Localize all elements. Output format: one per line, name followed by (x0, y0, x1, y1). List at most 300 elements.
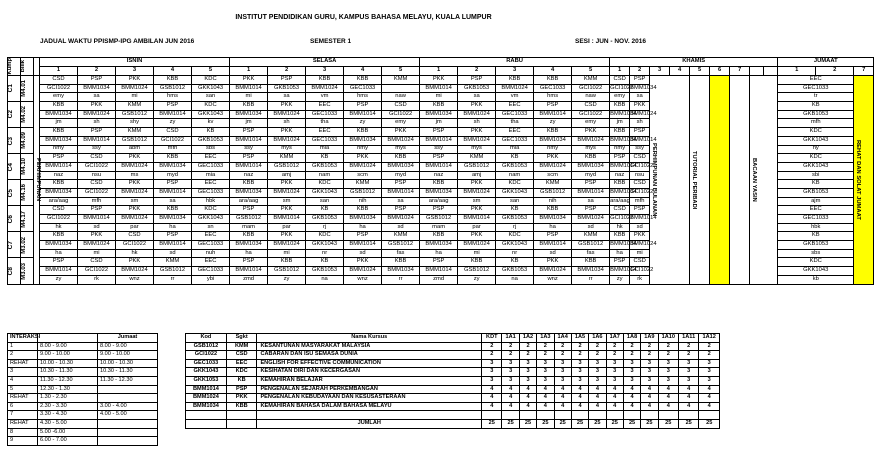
total-value: 25 (589, 419, 606, 428)
interaksi-cell: 8.00 - 9.00 (38, 342, 98, 351)
interaksi-cell: 5 (8, 385, 38, 394)
slot-cell: BMM1024 (268, 110, 306, 119)
course-sgkt: EEC (226, 359, 257, 368)
bilik-header-text: Bilik (20, 60, 26, 73)
tutorial-peribadi-text: TUTORIAL PERIBADI (690, 150, 697, 209)
bacaan-yasin-cell (750, 76, 778, 285)
slot-cell: mia (306, 145, 344, 154)
group-bilik (21, 102, 34, 128)
slot-cell: KBB (382, 258, 420, 267)
course-kdt: 4 (482, 402, 502, 411)
semester-label: SEMESTER 1 (310, 38, 352, 45)
slot-cell: PSP (154, 180, 192, 189)
slot-cell: sa (78, 93, 116, 102)
slot-cell: PSP (78, 206, 116, 215)
slot-cell: EEC (192, 258, 230, 267)
slot-cell: mam (230, 223, 268, 232)
perhimpunan-bulanan-cell (650, 76, 690, 285)
slot-cell: GKB1053 (458, 84, 496, 93)
slot-cell: GCI1022 (610, 215, 630, 224)
course-credit: 2 (699, 342, 720, 351)
interaksi-cell: 6.00 - 7.00 (38, 437, 98, 446)
slot-cell: GKK1043 (192, 110, 230, 119)
period-header: 1 (778, 67, 816, 76)
course-credit: 4 (658, 402, 678, 411)
course-credit: 4 (502, 402, 519, 411)
slot-cell: KBB (382, 154, 420, 163)
course-nama: KESANTUNAN MASYARAKAT MALAYSIA (257, 342, 482, 351)
course-credit: 4 (699, 394, 720, 403)
course-kod: GCI1022 (186, 351, 227, 360)
slot-cell: emy (610, 93, 630, 102)
blank-cell (554, 411, 571, 420)
course-credit: 4 (502, 385, 519, 394)
jumaat-slot: KB (778, 232, 854, 241)
slot-cell: PKK (116, 154, 154, 163)
slot-cell: jm (40, 119, 78, 128)
course-credit: 2 (537, 342, 554, 351)
slot-cell: mi (420, 93, 458, 102)
course-credit: 3 (699, 359, 720, 368)
group-kump (8, 128, 21, 154)
slot-cell: BMM1024 (116, 162, 154, 171)
slot-cell: emy (382, 119, 420, 128)
slot-cell: ybi (192, 275, 230, 284)
course-kod: BMM1034 (186, 402, 227, 411)
slot-cell: nuh (192, 249, 230, 258)
course-credit: 3 (502, 359, 519, 368)
slot-cell: ha (534, 223, 572, 232)
course-credit: 3 (678, 368, 698, 377)
tutorial-peribadi-cell (690, 76, 710, 285)
total-value: 25 (699, 419, 720, 428)
course-credit: 4 (554, 394, 571, 403)
course-credit: 4 (502, 394, 519, 403)
jumaat-slot: GKK1043 (778, 136, 854, 145)
course-credit: 2 (658, 351, 678, 360)
jumaat-slot: sbi (778, 171, 854, 180)
jumaat-slot: mfh (778, 119, 854, 128)
slot-cell: GSB1012 (154, 84, 192, 93)
slot-cell: BMM1034 (534, 136, 572, 145)
slot-cell: sm (268, 197, 306, 206)
group-bilik-text: M4.09 (21, 132, 27, 149)
slot-cell: sa (572, 197, 610, 206)
group-bilik-text: M4.02 (21, 106, 27, 123)
slot-cell: nmy (610, 145, 630, 154)
course-header: 1A8 (623, 334, 640, 343)
interaksi-cell: 12.30 - 1.30 (38, 385, 98, 394)
day-header-selasa: SELASA (230, 58, 420, 67)
slot-cell: PSP (630, 128, 650, 137)
slot-cell: PSP (420, 206, 458, 215)
slot-cell: BMM1014 (78, 136, 116, 145)
group-kump (8, 102, 21, 128)
slot-cell: mi (230, 93, 268, 102)
group-bilik-text: M3.03 (21, 262, 27, 280)
course-credit: 3 (537, 376, 554, 385)
slot-cell: BMM1024 (458, 110, 496, 119)
slot-cell: GCI1022 (40, 215, 78, 224)
slot-cell: ara/aag (420, 197, 458, 206)
slot-cell: BMM1014 (230, 136, 268, 145)
slot-cell: KB (496, 206, 534, 215)
slot-cell: sd (572, 223, 610, 232)
slot-cell: nih (344, 197, 382, 206)
timetable (7, 57, 874, 285)
slot-cell: KB (306, 258, 344, 267)
slot-cell: BMM1024 (344, 267, 382, 276)
slot-cell: GKK1043 (192, 84, 230, 93)
slot-cell: nsu (630, 171, 650, 180)
slot-cell: BMM1034 (572, 162, 610, 171)
slot-cell: BMM1024 (458, 136, 496, 145)
group-bilik (21, 232, 34, 258)
slot-cell: myd (154, 171, 192, 180)
slot-cell: BMM1024 (458, 188, 496, 197)
course-credit: 4 (519, 385, 536, 394)
slot-cell: rr (382, 275, 420, 284)
course-credit: 2 (519, 351, 536, 360)
blank-cell (571, 411, 588, 420)
course-kod: GKK1043 (186, 368, 227, 377)
slot-cell: BMM1034 (382, 162, 420, 171)
slot-cell: KBB (40, 232, 78, 241)
blank-cell (678, 411, 698, 420)
slot-cell: sd (382, 223, 420, 232)
slot-cell: KBB (610, 180, 630, 189)
group-kump-text: C7 (7, 240, 14, 250)
slot-cell: naz (230, 171, 268, 180)
interaksi-table (7, 333, 158, 446)
interaksi-cell: 4.00 - 5.00 (98, 411, 158, 420)
slot-cell: ha (344, 223, 382, 232)
slot-cell: BMM1014 (630, 136, 650, 145)
interaksi-cell (98, 385, 158, 394)
slot-cell: GKB1053 (496, 162, 534, 171)
jumaat-slot: EEC (778, 76, 854, 85)
period-header: 1 (420, 67, 458, 76)
total-blank (186, 419, 227, 428)
course-header: Nama Kursus (257, 334, 482, 343)
course-nama: CABARAN DAN ISU SEMASA DUNIA (257, 351, 482, 360)
slot-cell: PSP (344, 232, 382, 241)
slot-cell: BMM1034 (610, 241, 630, 250)
slot-cell: sbs (192, 145, 230, 154)
slot-cell: sm (116, 197, 154, 206)
slot-cell: PSP (382, 180, 420, 189)
course-credit: 3 (658, 376, 678, 385)
slot-cell: KMM (344, 180, 382, 189)
slot-cell: san (496, 197, 534, 206)
slot-cell: BMM1014 (40, 162, 78, 171)
slot-cell: zy (534, 119, 572, 128)
slot-cell: PSP (230, 206, 268, 215)
slot-cell: BMM1014 (382, 188, 420, 197)
jumaat-slot: tr (778, 93, 854, 102)
slot-cell: CSD (40, 206, 78, 215)
course-credit: 3 (699, 368, 720, 377)
slot-cell: GEC1033 (192, 241, 230, 250)
course-header: KDT (482, 334, 502, 343)
slot-cell: sa (268, 93, 306, 102)
interaksi-cell: 8.00 - 9.00 (98, 342, 158, 351)
slot-cell: PKK (534, 258, 572, 267)
slot-cell: nmy (344, 145, 382, 154)
slot-cell: BMM1014 (154, 241, 192, 250)
slot-cell: ha (230, 249, 268, 258)
slot-cell: CSD (572, 102, 610, 111)
interaksi-header: Jumaat (98, 334, 158, 343)
slot-cell: KMM (572, 232, 610, 241)
course-credit: 4 (589, 385, 606, 394)
slot-cell: nmy (534, 145, 572, 154)
slot-cell: par (116, 223, 154, 232)
slot-cell: EEC (306, 102, 344, 111)
course-credit: 4 (641, 385, 658, 394)
course-header: 1A2 (519, 334, 536, 343)
course-credit: 3 (571, 376, 588, 385)
slot-cell: BMM1014 (344, 110, 382, 119)
course-header: 1A10 (658, 334, 678, 343)
slot-cell: vm (496, 93, 534, 102)
slot-cell: CSD (40, 76, 78, 85)
slot-cell: BMM1024 (306, 84, 344, 93)
course-credit: 4 (699, 402, 720, 411)
slot-cell: PSP (572, 206, 610, 215)
slot-cell: KDC (192, 206, 230, 215)
course-credit: 4 (537, 385, 554, 394)
group-kump-text: C1 (7, 84, 14, 93)
slot-cell: EEC (306, 128, 344, 137)
slot-cell: PSP (78, 128, 116, 137)
blank-cell (502, 411, 519, 420)
slot-cell: PSP (40, 154, 78, 163)
slot-cell: BMM1034 (610, 136, 630, 145)
slot-cell: BMM1014 (154, 188, 192, 197)
course-credit: 3 (554, 376, 571, 385)
slot-cell: KMM (116, 102, 154, 111)
slot-cell: nmy (40, 145, 78, 154)
course-credit: 4 (537, 394, 554, 403)
jumaat-slot: GKB1053 (778, 241, 854, 250)
slot-cell: GCI1022 (40, 84, 78, 93)
slot-cell: GKK1043 (192, 215, 230, 224)
blank-cell (257, 411, 482, 420)
slot-cell: naz (420, 171, 458, 180)
course-credit: 2 (589, 351, 606, 360)
slot-cell: KBB (420, 232, 458, 241)
course-credit: 4 (571, 402, 588, 411)
slot-cell: na (496, 275, 534, 284)
slot-cell: san (192, 93, 230, 102)
slot-cell: PKK (458, 128, 496, 137)
jumaat-slot: kb (778, 275, 854, 284)
slot-cell: kv (192, 119, 230, 128)
slot-cell: GKB1053 (306, 215, 344, 224)
slot-cell: BMM1014 (40, 267, 78, 276)
slot-cell: sd (630, 223, 650, 232)
course-credit: 4 (519, 394, 536, 403)
slot-cell: hk (610, 223, 630, 232)
slot-cell: BMM1034 (420, 110, 458, 119)
slot-cell: mfh (154, 145, 192, 154)
day-header-rabu: RABU (420, 58, 610, 67)
slot-cell: BMM1034 (154, 215, 192, 224)
slot-cell: ha (420, 249, 458, 258)
period-header: 3 (116, 67, 154, 76)
slot-cell: BMM1034 (344, 215, 382, 224)
slot-cell: PSP (458, 76, 496, 85)
slot-cell: ara/aag (610, 197, 630, 206)
jumaat-slot: hbk (778, 223, 854, 232)
slot-cell: rj (306, 223, 344, 232)
slot-cell: GEC1033 (306, 136, 344, 145)
slot-cell: ssy (78, 145, 116, 154)
course-sgkt: KDC (226, 368, 257, 377)
slot-cell: BMM1014 (534, 110, 572, 119)
interaksi-cell: 10.30 - 11.30 (38, 368, 98, 377)
slot-cell: CSD (630, 258, 650, 267)
course-credit: 4 (554, 385, 571, 394)
slot-cell: hms (534, 93, 572, 102)
slot-cell: CSD (116, 232, 154, 241)
slot-cell: KMM (154, 258, 192, 267)
slot-cell: BMM1034 (230, 110, 268, 119)
slot-cell: GKB1053 (496, 215, 534, 224)
course-credit: 3 (623, 359, 640, 368)
slot-cell: PKK (116, 76, 154, 85)
interaksi-cell: 5.00 -6.00 (38, 428, 98, 437)
period-header: 1 (610, 67, 630, 76)
bacaan-yasin-text: BACAAN YASIN (750, 157, 757, 202)
slot-cell: KBB (572, 154, 610, 163)
slot-cell: BMM1024 (344, 162, 382, 171)
course-header: Kod (186, 334, 227, 343)
slot-cell: PSP (268, 76, 306, 85)
rehat-solat-cell (854, 76, 874, 285)
group-bilik (21, 76, 34, 102)
slot-cell: BMM1014 (344, 241, 382, 250)
course-credit: 2 (658, 342, 678, 351)
jumaat-slot: KDC (778, 258, 854, 267)
course-credit: 2 (554, 351, 571, 360)
total-value: 25 (623, 419, 640, 428)
course-header: 1A7 (606, 334, 623, 343)
slot-cell: GEC1033 (496, 110, 534, 119)
slot-cell: BMM1014 (420, 162, 458, 171)
slot-cell: KBB (306, 76, 344, 85)
slot-cell: GCI1022 (630, 188, 650, 197)
slot-cell: PSP (154, 102, 192, 111)
slot-cell: KDC (192, 102, 230, 111)
interaksi-cell: 3.00 - 4.00 (98, 402, 158, 411)
blank-cell (606, 411, 623, 420)
group-kump (8, 232, 21, 258)
group-bilik-text: M4.17 (21, 210, 27, 228)
slot-cell: KMM (116, 128, 154, 137)
slot-cell: sd (154, 249, 192, 258)
slot-cell: GKB1053 (496, 267, 534, 276)
slot-cell: mia (496, 145, 534, 154)
course-credit: 3 (641, 359, 658, 368)
period-header: 2 (78, 67, 116, 76)
slot-cell: scm (534, 171, 572, 180)
course-credit: 2 (678, 351, 698, 360)
slot-cell: GSB1012 (154, 267, 192, 276)
slot-cell: wnz (344, 275, 382, 284)
course-header: 1A6 (589, 334, 606, 343)
course-credit: 4 (641, 402, 658, 411)
slot-cell: amj (458, 171, 496, 180)
course-credit: 4 (623, 394, 640, 403)
courses-table (185, 333, 720, 429)
course-kdt: 3 (482, 368, 502, 377)
jumaat-slot: ny (778, 145, 854, 154)
interaksi-cell: 9 (8, 437, 38, 446)
course-header: Sgkt (226, 334, 257, 343)
slot-cell: PSP (572, 180, 610, 189)
slot-cell: KBB (420, 102, 458, 111)
jumaat-slot: GKB1053 (778, 110, 854, 119)
slot-cell: sh (630, 119, 650, 128)
slot-cell: CSD (610, 206, 630, 215)
slot-cell: GCI1022 (610, 84, 630, 93)
period-header: 1 (40, 67, 78, 76)
interaksi-cell: 4.30 - 5.00 (38, 419, 98, 428)
slot-cell: BMM1014 (78, 215, 116, 224)
period-header: 3 (650, 67, 670, 76)
course-credit: 2 (641, 342, 658, 351)
total-value: 25 (641, 419, 658, 428)
interaksi-cell (98, 428, 158, 437)
slot-cell: PKK (344, 258, 382, 267)
slot-cell: ssy (630, 145, 650, 154)
course-credit: 2 (606, 351, 623, 360)
course-credit: 3 (623, 376, 640, 385)
slot-cell: tha (496, 119, 534, 128)
slot-cell: BMM1024 (116, 267, 154, 276)
course-header: 1A12 (699, 334, 720, 343)
course-credit: 3 (641, 376, 658, 385)
slot-cell: GCI1022 (78, 267, 116, 276)
slot-cell: PSP (630, 76, 650, 85)
slot-cell: KMM (268, 154, 306, 163)
course-credit: 2 (537, 351, 554, 360)
group-kump-text: C8 (7, 266, 14, 276)
course-credit: 3 (571, 368, 588, 377)
period-header: 5 (690, 67, 710, 76)
kump-header (8, 58, 21, 76)
course-credit: 3 (519, 376, 536, 385)
course-header: 1A5 (571, 334, 588, 343)
slot-cell: nr (496, 249, 534, 258)
course-credit: 3 (606, 376, 623, 385)
slot-cell: KBB (154, 76, 192, 85)
slot-cell: mi (116, 93, 154, 102)
slot-cell: rr (154, 275, 192, 284)
jumaat-slot: GEC1033 (778, 215, 854, 224)
day-header-isnin: ISNIN (40, 58, 230, 67)
total-value: 25 (537, 419, 554, 428)
course-credit: 4 (658, 394, 678, 403)
slot-cell: PSP (230, 128, 268, 137)
course-credit: 3 (502, 376, 519, 385)
slot-cell: EEC (192, 232, 230, 241)
slot-cell: BMM1014 (420, 136, 458, 145)
day-header-jumaat: JUMAAT (778, 58, 874, 67)
slot-cell: PKK (78, 102, 116, 111)
